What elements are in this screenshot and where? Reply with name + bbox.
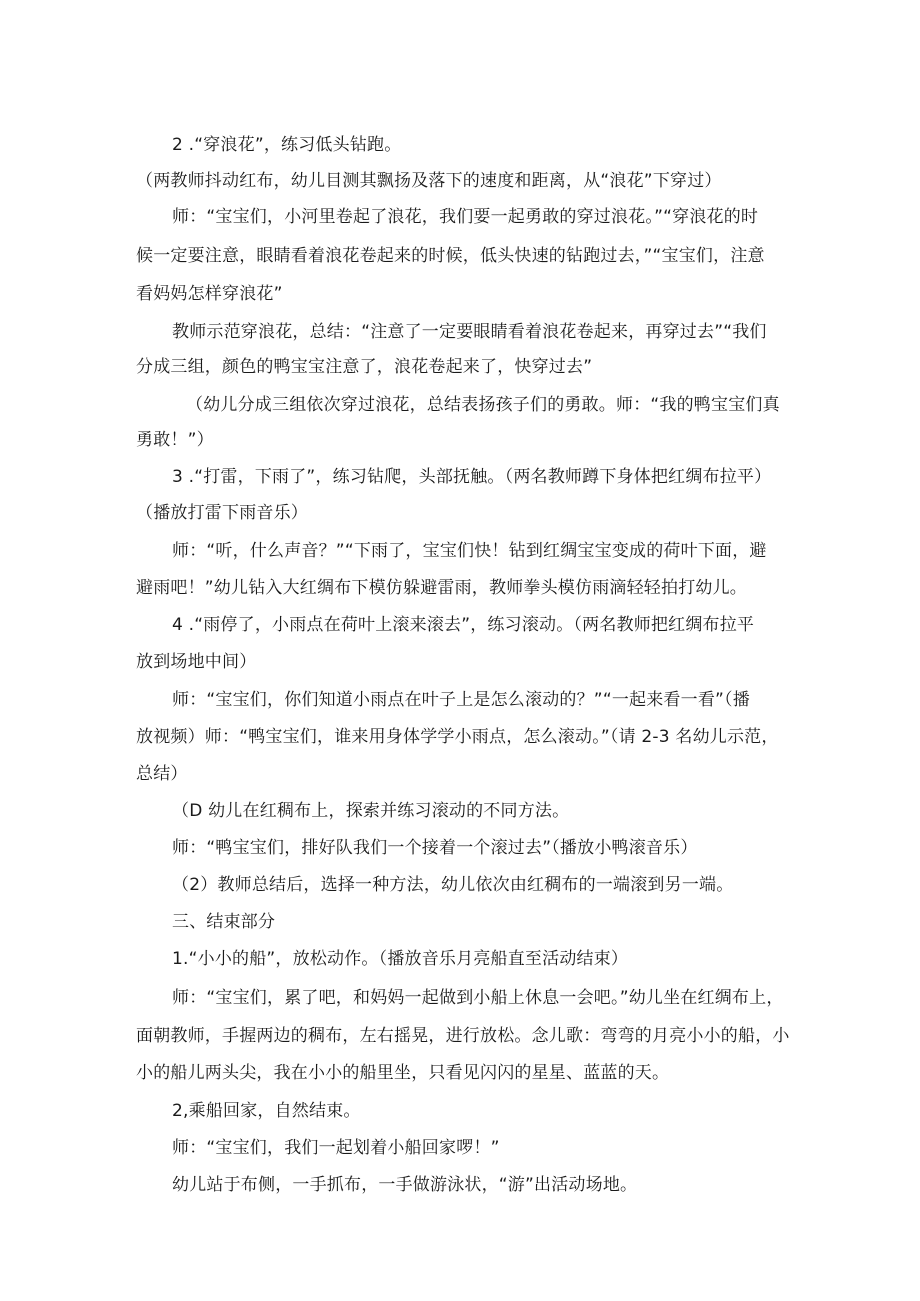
paragraph-line: 师：“宝宝们，你们知道小雨点在叶子上是怎么滚动的？”“一起来看一看”（播 bbox=[172, 690, 750, 710]
paragraph-line: 候一定要注意，眼睛看着浪花卷起来的时候，低头快速的钻跑过去，”“宝宝们，注意 bbox=[136, 246, 765, 266]
paragraph-line: 师：“宝宝们，小河里卷起了浪花，我们要一起勇敢的穿过浪花。”“穿浪花的时 bbox=[172, 207, 759, 227]
section-heading-4: 4 .“雨停了，小雨点在荷叶上滚来滚去”，练习滚动。（两名教师把红绸布拉平 bbox=[172, 615, 755, 635]
paragraph-line: （幼儿分成三组依次穿过浪花，总结表扬孩子们的勇敢。师：“我的鸭宝宝们真 bbox=[186, 395, 780, 415]
paragraph-line: 分成三组，颜色的鸭宝宝注意了，浪花卷起来了，快穿过去” bbox=[136, 357, 593, 377]
paragraph-line: 放到场地中间） bbox=[136, 652, 257, 672]
paragraph-line: （两教师抖动红布，幼儿目测其飘扬及落下的速度和距离，从“浪花”下穿过） bbox=[136, 171, 722, 191]
paragraph-line: 放视频）师：“鸭宝宝们，谁来用身体学学小雨点，怎么滚动。”（请 2-3 名幼儿示范， bbox=[136, 727, 779, 747]
paragraph-line: 2,乘船回家，自然结束。 bbox=[172, 1101, 361, 1121]
paragraph-line: 教师示范穿浪花，总结：“注意了一定要眼睛看着浪花卷起来，再穿过去”“我们 bbox=[172, 322, 767, 342]
paragraph-line: 师：“听，什么声音？”“下雨了，宝宝们快！钻到红绸宝宝变成的荷叶下面，避 bbox=[172, 541, 767, 561]
paragraph-line: 师：“鸭宝宝们，排好队我们一个接着一个滚过去”（播放小鸭滚音乐） bbox=[172, 838, 698, 858]
section-heading-2: 2 .“穿浪花”，练习低头钻跑。 bbox=[172, 135, 402, 155]
paragraph-line: 总结） bbox=[136, 764, 188, 784]
paragraph-line: （D 幼儿在红稠布上，探索并练习滚动的不同方法。 bbox=[172, 801, 570, 821]
paragraph-line: 师：“宝宝们，我们一起划着小船回家啰！” bbox=[172, 1138, 500, 1158]
paragraph-line: （播放打雷下雨音乐） bbox=[136, 503, 308, 523]
paragraph-line: 勇敢！”） bbox=[136, 430, 214, 450]
paragraph-line: 小的船儿两头尖，我在小小的船里坐，只看见闪闪的星星、蓝蓝的天。 bbox=[136, 1063, 670, 1083]
paragraph-line: （2）教师总结后，选择一种方法，幼儿依次由红稠布的一端滚到另一端。 bbox=[172, 875, 734, 895]
paragraph-line: 幼儿站于布侧，一手抓布，一手做游泳状，“游”出活动场地。 bbox=[172, 1175, 638, 1195]
paragraph-line: 1.“小小的船”，放松动作。（播放音乐月亮船直至活动结束） bbox=[172, 949, 629, 969]
paragraph-line: 避雨吧！”幼儿钻入大红绸布下模仿躲避雷雨，教师拳头模仿雨滴轻轻拍打幼儿。 bbox=[136, 578, 748, 598]
paragraph-line: 师：“宝宝们，累了吧，和妈妈一起做到小船上休息一会吧。”幼儿坐在红绸布上， bbox=[172, 988, 784, 1008]
paragraph-line: 面朝教师，手握两边的稠布，左右摇晃，进行放松。念儿歌：弯弯的月亮小小的船，小 bbox=[136, 1026, 790, 1046]
section-heading-3: 3 .“打雷，下雨了”，练习钻爬，头部抚触。（两名教师蹲下身体把红绸布拉平） bbox=[172, 467, 772, 487]
section-heading-conclusion: 三、结束部分 bbox=[172, 912, 276, 932]
paragraph-line: 看妈妈怎样穿浪花” bbox=[136, 284, 283, 304]
